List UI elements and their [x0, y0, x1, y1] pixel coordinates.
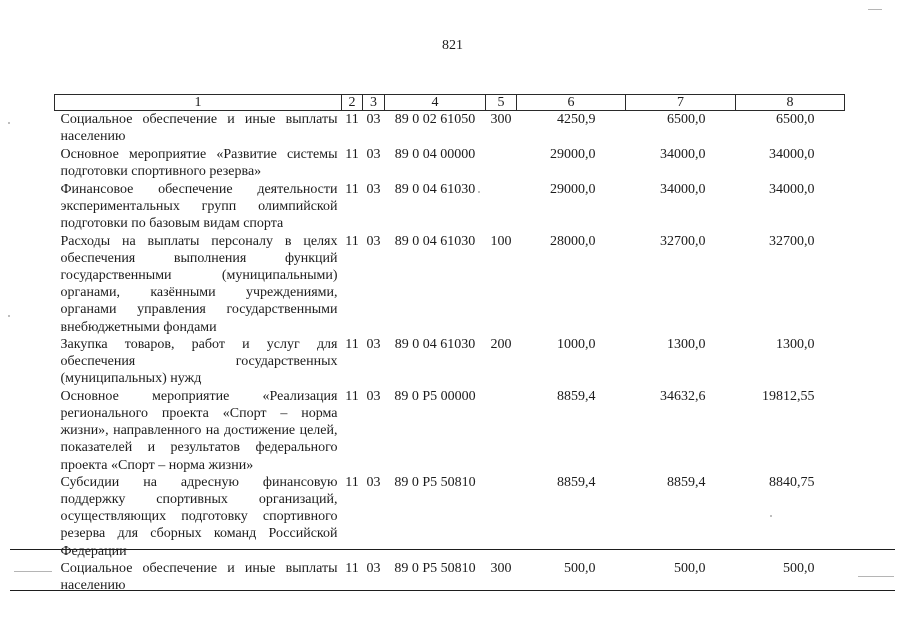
row-subsection: 03: [366, 181, 381, 197]
scan-dash-left: [14, 571, 52, 572]
header-col-7: 7: [626, 95, 736, 111]
scan-dot: [8, 315, 10, 317]
row-target: 89 0 P5 00000: [394, 388, 476, 404]
row-value-col7: 32700,0: [660, 233, 706, 249]
row-value-col8: 6500,0: [776, 112, 815, 127]
row-section: 11: [345, 560, 359, 576]
table-row: [55, 233, 845, 336]
row-expense-type: 100: [490, 233, 512, 249]
row-value-col6: 8859,4: [557, 474, 596, 490]
row-target: 89 0 P5 50810: [394, 560, 476, 576]
row-subsection: 03: [366, 388, 381, 404]
scan-dot: [770, 515, 772, 517]
table-row: [55, 336, 845, 388]
table-row: [55, 181, 845, 233]
row-value-col8: 500,0: [783, 560, 815, 576]
row-value-col6: 8859,4: [557, 388, 596, 404]
row-subsection: 03: [366, 560, 381, 576]
row-name: Основное мероприятие «Развитие системы подготовки спортивного резерва»: [60, 146, 338, 179]
scan-dash-top-right: [868, 9, 882, 10]
separator-line-lower: [10, 590, 895, 591]
row-name: Социальное обеспечение и иные выплаты населению: [60, 560, 338, 593]
row-name: Закупка товаров, работ и услуг для обеспечения государственных (муниципальных) нужд: [60, 336, 338, 387]
row-value-col8: 1300,0: [776, 336, 815, 352]
row-section: 11: [345, 474, 359, 490]
row-value-col8: 19812,55: [762, 388, 815, 404]
row-name: Расходы на выплаты персоналу в целях обеспечения выполнения функций государственными (муниципальными) органами, казёнными учреждениями, органами управления государственными внебюджетными фондами: [60, 233, 338, 335]
header-col-8: 8: [736, 95, 845, 111]
row-subsection: 03: [366, 233, 381, 249]
header-col-5: 5: [486, 95, 517, 111]
row-target: 89 0 04 61030: [394, 233, 476, 249]
row-value-col8: 32700,0: [769, 233, 815, 249]
row-value-col6: 500,0: [564, 560, 596, 576]
row-value-col6: 1000,0: [557, 336, 596, 352]
row-value-col8: 34000,0: [769, 181, 815, 197]
row-subsection: 03: [366, 112, 381, 127]
row-value-col8: 34000,0: [769, 146, 815, 162]
row-target: 89 0 04 00000: [394, 146, 476, 162]
row-value-col7: 34000,0: [660, 146, 706, 162]
row-expense-type: [486, 474, 517, 560]
scan-dot: [8, 122, 10, 124]
row-value-col6: 4250,9: [557, 112, 596, 127]
row-section: 11: [345, 388, 359, 404]
row-name: Социальное обеспечение и иные выплаты населению: [60, 112, 338, 145]
row-expense-type: 300: [490, 560, 512, 576]
row-subsection: 03: [366, 336, 381, 352]
budget-table: [54, 94, 845, 595]
row-target: 89 0 04 61030: [394, 336, 476, 352]
header-col-2: 2: [342, 95, 363, 111]
row-section: 11: [345, 336, 359, 352]
header-col-4: 4: [385, 95, 486, 111]
row-name: Основное мероприятие «Реализация регионального проекта «Спорт – норма жизни», направленного на достижение целей, показателей и результатов федерального проекта «Спорт – норма жизни»: [60, 388, 338, 473]
page-number: 821: [442, 38, 463, 53]
row-expense-type: [486, 146, 517, 181]
row-value-col7: 500,0: [674, 560, 706, 576]
table-row: [55, 388, 845, 474]
separator-line-upper: [10, 549, 895, 550]
row-value-col7: 8859,4: [667, 474, 706, 490]
table-row: [55, 146, 845, 181]
scan-dash-right: [858, 576, 894, 577]
row-value-col7: 34632,6: [660, 388, 706, 404]
row-name: Субсидии на адресную финансовую поддержку спортивных организаций, осуществляющих подготовку спортивного резерва для сборных команд Российской Федерации: [60, 474, 338, 559]
row-section: 11: [345, 112, 359, 127]
row-value-col7: 1300,0: [667, 336, 706, 352]
row-value-col7: 6500,0: [667, 112, 706, 127]
row-subsection: 03: [366, 474, 381, 490]
row-target: 89 0 P5 50810: [394, 474, 476, 490]
row-expense-type: 200: [490, 336, 512, 352]
row-expense-type: 300: [490, 112, 512, 127]
row-subsection: 03: [366, 146, 381, 162]
row-name: Финансовое обеспечение деятельности экспериментальных групп олимпийской подготовки по базовым видам спорта: [60, 181, 338, 231]
row-section: 11: [345, 181, 359, 197]
row-section: 11: [345, 233, 359, 249]
row-value-col7: 34000,0: [660, 181, 706, 197]
row-target: 89 0 02 61050: [394, 112, 476, 127]
row-section: 11: [345, 146, 359, 162]
scan-dot: [478, 191, 480, 193]
row-expense-type: [486, 388, 517, 474]
table-row: [55, 111, 845, 146]
row-value-col8: 8840,75: [769, 474, 815, 490]
header-col-3: 3: [363, 95, 385, 111]
row-value-col6: 28000,0: [550, 233, 596, 249]
header-col-1: 1: [55, 95, 342, 111]
row-value-col6: 29000,0: [550, 146, 596, 162]
header-col-6: 6: [517, 95, 626, 111]
row-expense-type: [486, 181, 517, 233]
row-target: 89 0 04 61030: [394, 181, 476, 197]
table-row: [55, 474, 845, 560]
header-row: [55, 95, 845, 111]
row-value-col6: 29000,0: [550, 181, 596, 197]
